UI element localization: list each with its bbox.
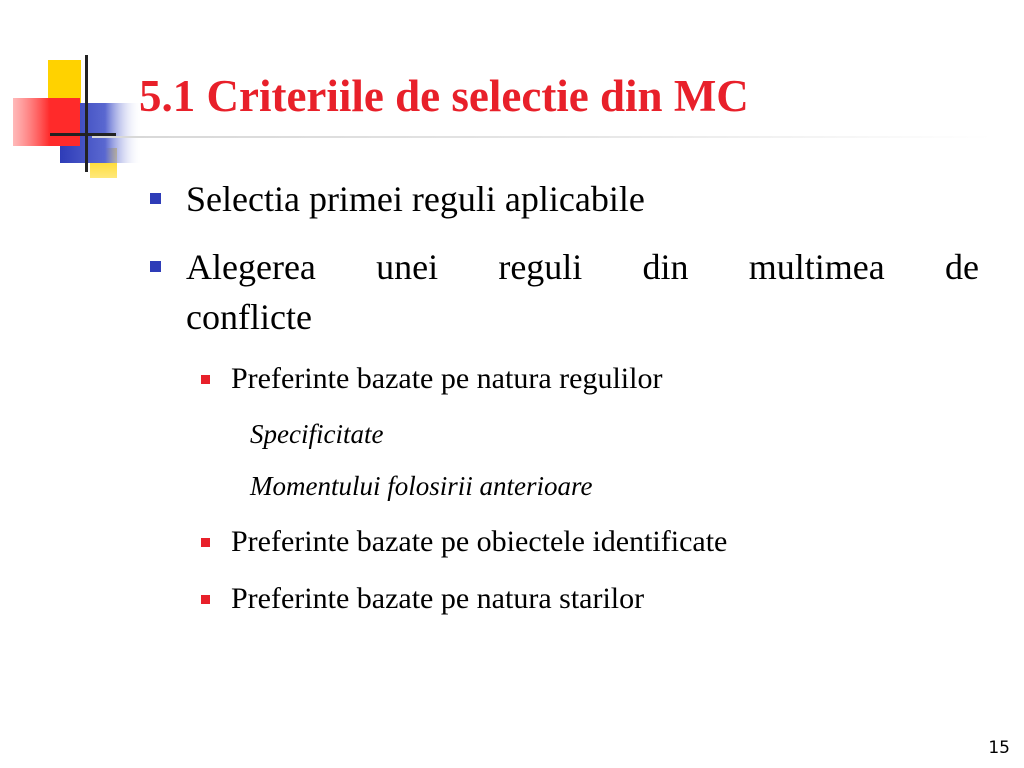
logo-yellow-square (48, 60, 81, 103)
slide-page-number: 15 (988, 738, 1010, 758)
sub-sub-item: Specificitate (250, 419, 384, 449)
logo-vertical-line (85, 55, 88, 172)
sub-bullet-item (0, 522, 1024, 562)
sub-bullet-square-icon (201, 538, 210, 547)
sub-bullet-square-icon (201, 595, 210, 604)
decorative-squares-logo (0, 0, 150, 185)
bullet-text-line-1 (186, 242, 979, 292)
sub-bullet-item (0, 359, 1024, 399)
logo-red-square (13, 98, 80, 146)
sub-bullet-text: Preferinte bazate pe natura starilor (231, 582, 645, 615)
sub-sub-item: Momentului folosirii anterioare (250, 471, 593, 501)
bullet-square-icon (150, 261, 161, 272)
bullet-square-icon (150, 193, 161, 204)
bullet-word: multimea (748, 247, 885, 287)
sub-bullet-item (0, 579, 1024, 619)
sub-bullet-square-icon (201, 375, 210, 384)
bullet-word: reguli (498, 247, 583, 287)
bullet-text-line-2: conflicte (186, 297, 312, 337)
title-divider (92, 136, 992, 138)
bullet-word: Alegerea (186, 247, 316, 287)
bullet-word: de (944, 247, 979, 287)
sub-bullet-text: Preferinte bazate pe natura regulilor (231, 362, 663, 395)
bullet-word: unei (376, 247, 439, 287)
slide-title: 5.1 Criteriile de selectie din MC (139, 71, 749, 121)
bullet-item (0, 242, 1024, 342)
bullet-item (0, 174, 1024, 224)
bullet-word: din (642, 247, 689, 287)
sub-bullet-text: Preferinte bazate pe obiectele identificate (231, 525, 728, 558)
bullet-text: Selectia primei reguli aplicabile (186, 179, 645, 219)
